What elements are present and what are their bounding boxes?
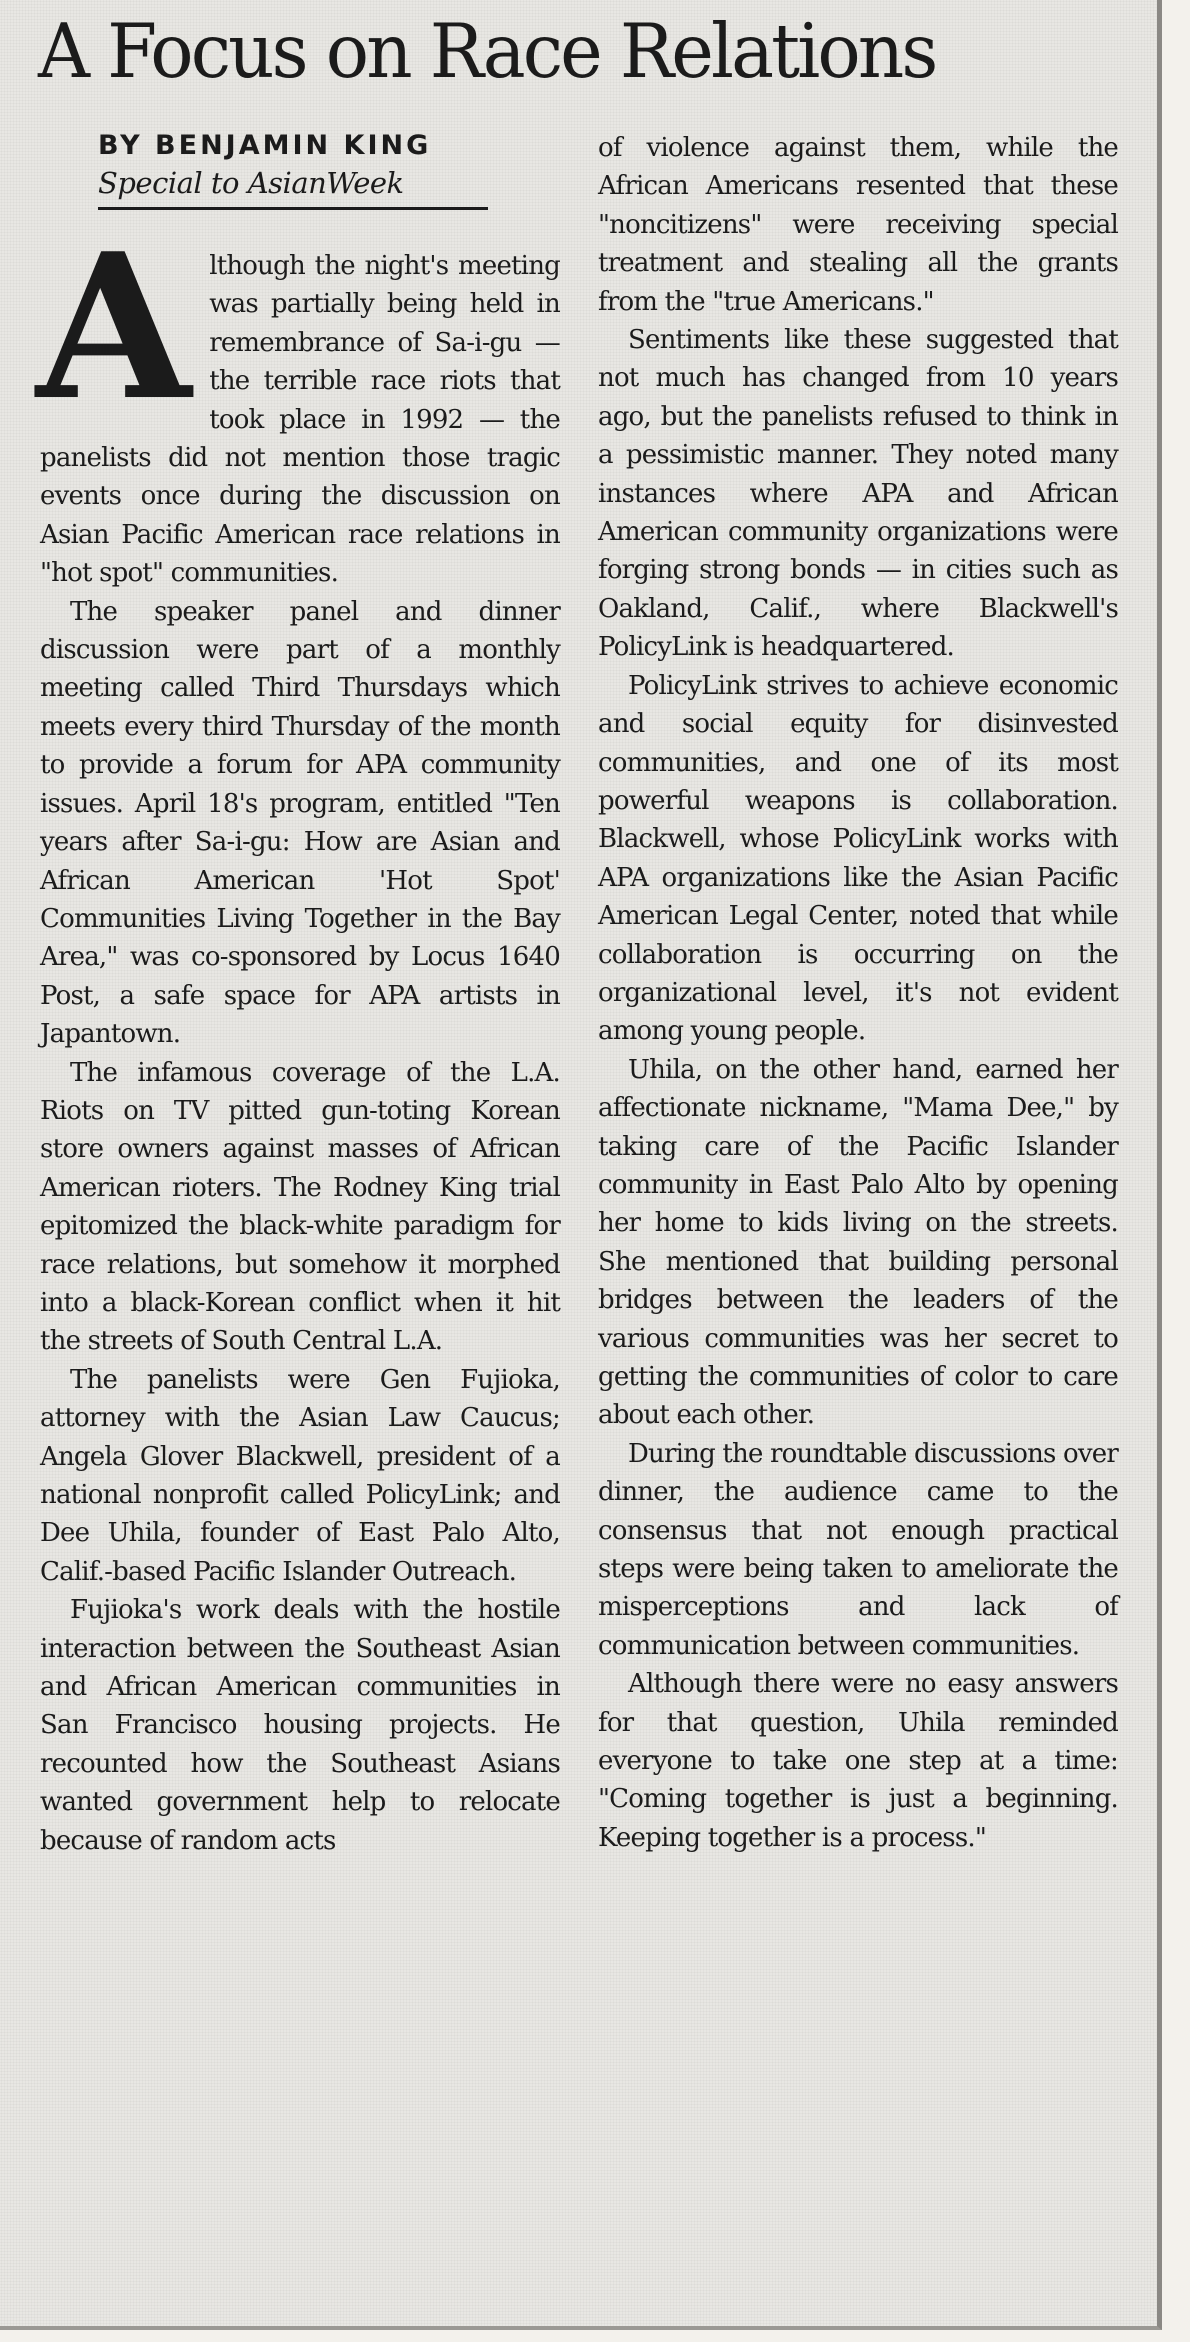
- byline-credit: Special to AsianWeek: [98, 166, 404, 200]
- paragraph-6: of violence against them, while the African Americans resented that these "noncitizens" were receiving special treatment and stealing all the grants from the "true Americans.": [598, 133, 1118, 317]
- paragraph-9: Uhila, on the other hand, earned her affectionate nickname, "Mama Dee," by taking care of the Pacific Islander community in East Palo Alto by opening her home to kids living on the streets. She mentioned that building personal bridges between the leaders of the various communities was her secret to getting the communities of color to care about each other.: [598, 1054, 1118, 1431]
- paragraph-8: PolicyLink strives to achieve economic and social equity for disinvested communities, and one of its most powerful weapons is collaboration. Blackwell, whose PolicyLink works with APA organizations like the Asian Pacific American Legal Center, noted that while collaboration is occurring on the organizational level, it's not evident among young people.: [598, 670, 1118, 1047]
- paragraph-2: The speaker panel and dinner discussion were part of a monthly meeting called Third Thursdays which meets every third Thursday of the month to provide a forum for APA community issues. April 18's program, entitled "Ten years after Sa-i-gu: How are Asian and African American 'Hot Spot' Communities Living Together in the Bay Area," was co-sponsored by Locus 1640 Post, a safe space for APA artists in Japantown.: [40, 596, 560, 1050]
- paragraph-1: [36, 210, 560, 593]
- paragraph-10: During the roundtable discussions over dinner, the audience came to the consensus that not enough practical steps were being taken to ameliorate the misperceptions and lack of communication between communities.: [598, 1438, 1118, 1661]
- paragraph-4: The panelists were Gen Fujioka, attorney with the Asian Law Caucus; Angela Glover Blackwell, president of a national nonprofit called PolicyLink; and Dee Uhila, founder of East Palo Alto, Calif.-based Pacific Islander Outreach.: [40, 1364, 560, 1587]
- headline: A Focus on Race Relations: [38, 7, 936, 95]
- article-column-left: [36, 210, 560, 1860]
- byline-block: [98, 128, 488, 210]
- byline-author: BY BENJAMIN KING: [98, 130, 432, 161]
- paragraph-1-text: lthough the night's meeting was partially being held in remembrance of Sa-i-gu — the terrible race riots that took place in 1992 — the panelists did not mention those tragic events once during the discussion on Asian Pacific American race relations in "hot spot" communities.: [40, 251, 560, 589]
- paragraph-3: The infamous coverage of the L.A. Riots on TV pitted gun-toting Korean store owners against masses of African American rioters. The Rodney King trial epitomized the black-white paradigm for race relations, but somehow it morphed into a black-Korean conflict when it hit the streets of South Central L.A.: [40, 1057, 560, 1357]
- paragraph-11: Although there were no easy answers for that question, Uhila reminded everyone to take one step at a time: "Coming together is just a beginning. Keeping together is a process.": [598, 1669, 1118, 1853]
- paragraph-5: Fujioka's work deals with the hostile interaction between the Southeast Asian and African American communities in San Francisco housing projects. He recounted how the Southeast Asians wanted government help to relocate because of random acts: [40, 1595, 560, 1856]
- paragraph-7: Sentiments like these suggested that not much has changed from 10 years ago, but the panelists refused to think in a pessimistic manner. They noted many instances where APA and African American community organizations were forging strong bonds — in cities such as Oakland, Calif., where Blackwell's PolicyLink is headquartered.: [598, 325, 1118, 663]
- drop-cap: A: [36, 210, 192, 445]
- article-column-right: [598, 129, 1118, 1857]
